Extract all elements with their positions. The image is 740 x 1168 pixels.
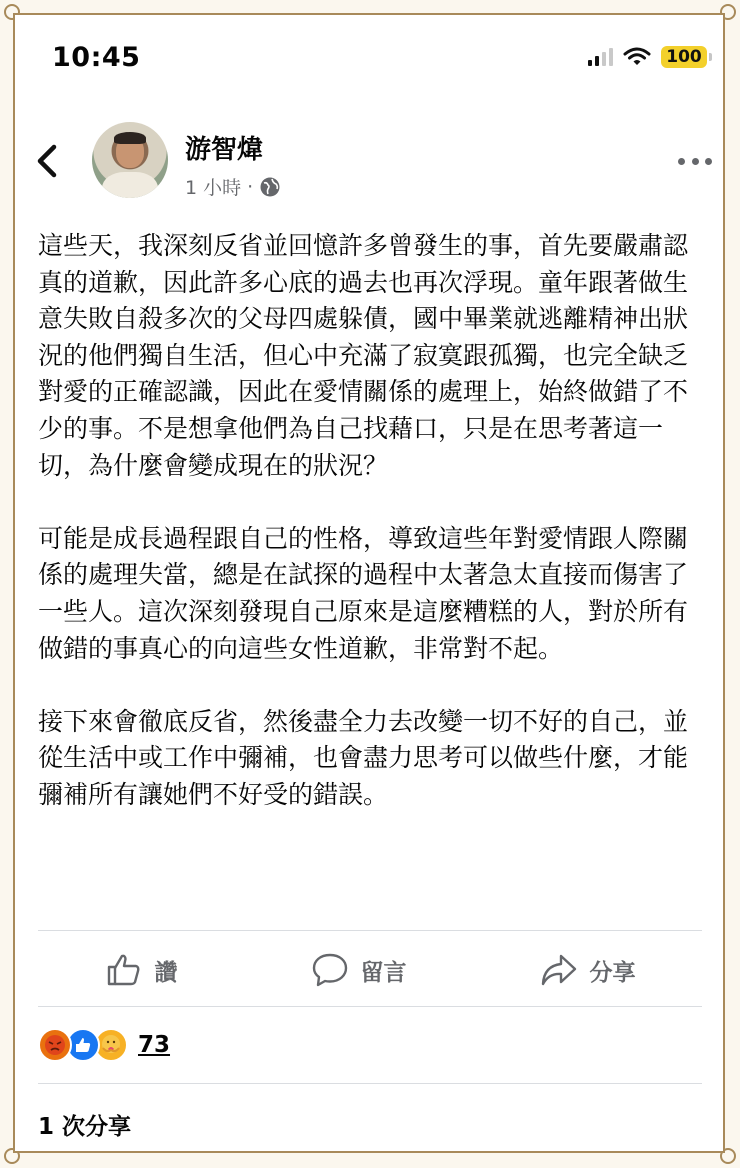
post-text (38, 228, 698, 814)
divider (38, 1006, 702, 1007)
status-bar (0, 0, 740, 80)
status-time: 10:45 (52, 42, 141, 73)
divider (38, 930, 702, 931)
status-icons (588, 46, 712, 68)
post-action-bar (38, 935, 702, 1005)
post-header (0, 105, 740, 205)
battery-icon (661, 46, 712, 68)
share-label: 分享 (589, 959, 636, 986)
globe-icon (259, 176, 281, 198)
share-arrow-icon (540, 951, 578, 989)
share-count[interactable]: 1 次分享 (38, 1114, 132, 1140)
angry-reaction-icon (38, 1028, 72, 1062)
like-label: 讚 (154, 959, 178, 986)
cellular-signal-icon (588, 48, 613, 66)
author-name[interactable]: 游智煒 (185, 135, 264, 165)
meta-separator: · (247, 175, 254, 198)
reactions-summary[interactable] (38, 1028, 170, 1062)
like-button[interactable] (105, 951, 178, 989)
post-paragraph: 可能是成長過程跟自己的性格，導致這些年對愛情跟人際關係的處理失當，總是在試探的過程中太著急太直接而傷害了一些人。這次深刻發現自己原來是這麼糟糕的人，對於所有做錯的事真心的向這些女性道歉，非常對不起。 (38, 523, 689, 663)
divider (38, 1083, 702, 1084)
share-button[interactable] (540, 951, 636, 989)
thumbs-up-icon (105, 951, 143, 989)
comment-bubble-icon (311, 951, 349, 989)
more-options-icon[interactable] (678, 155, 712, 167)
post-meta (185, 173, 281, 200)
post-paragraph: 接下來會徹底反省，然後盡全力去改變一切不好的自己，並從生活中或工作中彌補，也會盡力思考可以做些什麼，才能彌補所有讓她們不好受的錯誤。 (38, 706, 689, 809)
post-paragraph: 這些天，我深刻反省並回憶許多曾發生的事，首先要嚴肅認真的道歉，因此許多心底的過去也再次浮現。童年跟著做生意失敗自殺多次的父母四處躲債，國中畢業就逃離精神出狀況的他們獨自生活，但心中充滿了寂寞跟孤獨，也完全缺乏對愛的正確認識，因此在愛情關係的處理上，始終做錯了不少的事。不是想拿他們為自己找藉口，只是在思考著這一切，為什麼會變成現在的狀況？ (38, 231, 689, 480)
battery-level: 100 (661, 46, 707, 68)
post-time[interactable]: 1 小時 (185, 177, 242, 199)
comment-label: 留言 (360, 959, 407, 986)
comment-button[interactable] (311, 951, 407, 989)
wifi-icon (623, 47, 651, 67)
reaction-count[interactable]: 73 (138, 1032, 171, 1058)
back-arrow-icon[interactable] (32, 141, 62, 181)
author-avatar[interactable] (92, 122, 168, 198)
